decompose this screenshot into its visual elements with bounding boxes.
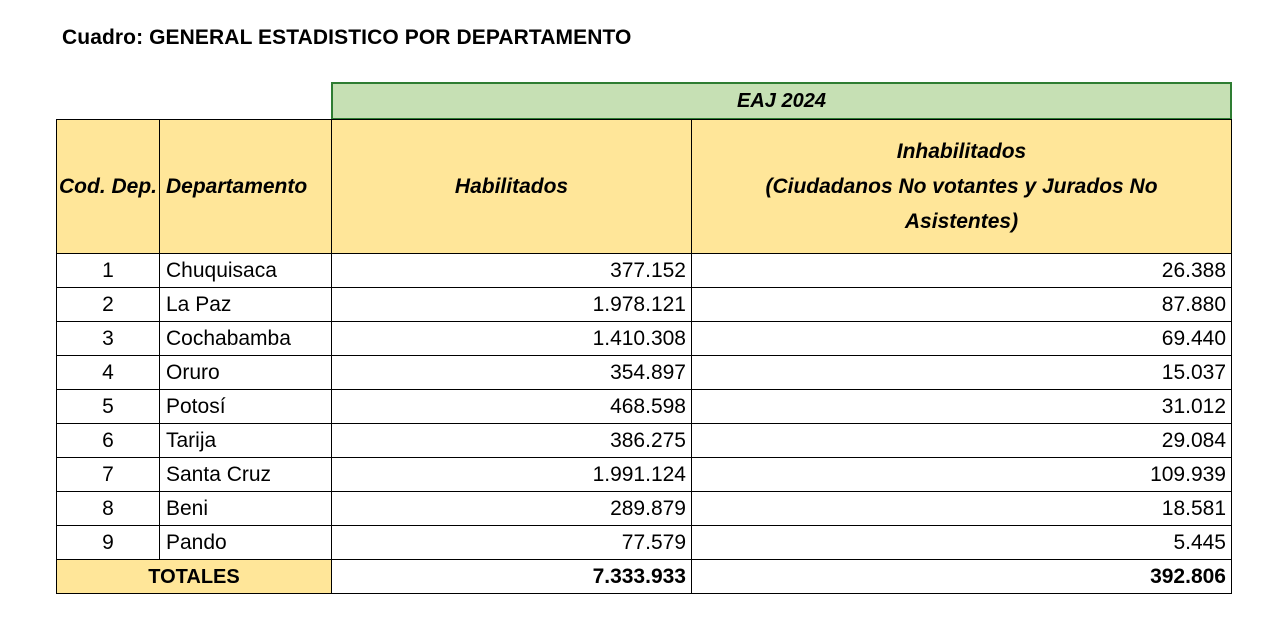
column-header-disabled (692, 120, 1232, 254)
totals-enabled: 7.333.933 (332, 560, 692, 594)
column-header-code: Cod. Dep. (57, 120, 160, 254)
cell-enabled: 468.598 (332, 390, 692, 424)
cell-enabled: 386.275 (332, 424, 692, 458)
column-header-enabled: Habilitados (332, 120, 692, 254)
cell-code: 6 (57, 424, 160, 458)
cell-department: Cochabamba (160, 322, 332, 356)
cell-code: 8 (57, 492, 160, 526)
totals-row (57, 560, 1232, 594)
table-row (57, 322, 1232, 356)
table-row (57, 390, 1232, 424)
cell-code: 4 (57, 356, 160, 390)
cell-enabled: 377.152 (332, 254, 692, 288)
cell-disabled: 69.440 (692, 322, 1232, 356)
column-header-department: Departamento (160, 120, 332, 254)
cell-department: Oruro (160, 356, 332, 390)
table-row (57, 356, 1232, 390)
cell-enabled: 289.879 (332, 492, 692, 526)
cell-department: Pando (160, 526, 332, 560)
group-header-eaj-2024: EAJ 2024 (331, 82, 1232, 120)
cell-department: Tarija (160, 424, 332, 458)
cell-code: 5 (57, 390, 160, 424)
column-header-disabled-line2: (Ciudadanos No votantes y Jurados No (765, 175, 1158, 198)
cell-disabled: 26.388 (692, 254, 1232, 288)
cell-enabled: 1.410.308 (332, 322, 692, 356)
column-header-disabled-line3: Asistentes) (904, 210, 1019, 233)
cell-department: Beni (160, 492, 332, 526)
table-row (57, 458, 1232, 492)
cell-disabled: 109.939 (692, 458, 1232, 492)
cell-department: Santa Cruz (160, 458, 332, 492)
table-title: Cuadro: GENERAL ESTADISTICO POR DEPARTAMENTO (62, 26, 632, 49)
cell-code: 1 (57, 254, 160, 288)
cell-enabled: 1.978.121 (332, 288, 692, 322)
totals-disabled: 392.806 (692, 560, 1232, 594)
cell-department: Chuquisaca (160, 254, 332, 288)
cell-code: 7 (57, 458, 160, 492)
column-header-disabled-line1: Inhabilitados (896, 140, 1027, 163)
cell-enabled: 77.579 (332, 526, 692, 560)
cell-code: 2 (57, 288, 160, 322)
cell-department: Potosí (160, 390, 332, 424)
cell-disabled: 18.581 (692, 492, 1232, 526)
cell-disabled: 5.445 (692, 526, 1232, 560)
statistics-table (56, 119, 1232, 594)
table-row (57, 492, 1232, 526)
cell-disabled: 87.880 (692, 288, 1232, 322)
table-row (57, 288, 1232, 322)
cell-enabled: 354.897 (332, 356, 692, 390)
cell-enabled: 1.991.124 (332, 458, 692, 492)
cell-disabled: 29.084 (692, 424, 1232, 458)
table-row (57, 526, 1232, 560)
cell-department: La Paz (160, 288, 332, 322)
table-row (57, 424, 1232, 458)
totals-label: TOTALES (57, 560, 332, 594)
cell-disabled: 15.037 (692, 356, 1232, 390)
table-body (57, 254, 1232, 560)
cell-code: 9 (57, 526, 160, 560)
cell-disabled: 31.012 (692, 390, 1232, 424)
cell-code: 3 (57, 322, 160, 356)
column-header-row (57, 120, 1232, 254)
table-row (57, 254, 1232, 288)
